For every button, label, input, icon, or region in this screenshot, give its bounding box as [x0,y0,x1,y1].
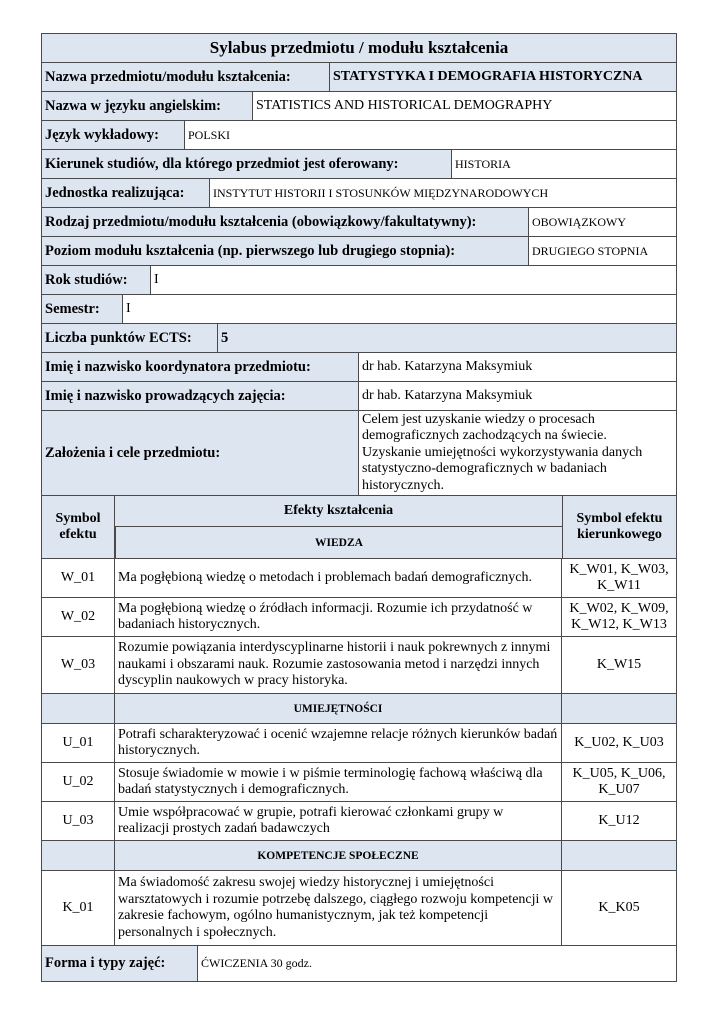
outcome-ref: K_W02, K_W09, K_W12, K_W13 [561,598,676,636]
row-semester [41,295,677,324]
row-goals-label: Założenia i cele przedmiotu: [42,411,358,495]
table-row [41,724,677,763]
table-row [41,871,677,946]
row-coordinator-value: dr hab. Katarzyna Maksymiuk [358,353,676,381]
row-field-label: Kierunek studiów, dla którego przedmiot jest oferowany: [42,150,451,178]
row-coordinator [41,353,677,382]
row-unit-label: Jednostka realizująca: [42,179,209,207]
col-effects-header: Efekty kształcenia [115,496,562,527]
row-goals [41,411,677,496]
section-spacer-left [42,694,114,723]
outcome-symbol: W_02 [60,609,96,624]
table-row [41,598,677,637]
row-field [41,150,677,179]
row-year [41,266,677,295]
title-row [41,33,677,63]
row-form-value: ĆWICZENIA 30 godz. [197,946,676,981]
row-teachers-label: Imię i nazwisko prowadzących zajęcia: [42,382,358,410]
outcome-text: Rozumie powiązania interdyscyplinarne historii i nauk pokrewnych z innymi naukami i obszarami nauk. Rozumie zastosowania metod i narzędzi innych dyscyplin naukowych w pracy historyka. [114,637,561,693]
table-row [41,637,677,694]
row-level-value: DRUGIEGO STOPNIA [528,237,676,265]
row-ects [41,324,677,353]
outcome-symbol: U_03 [62,813,94,828]
outcome-text: Ma świadomość zakresu swojej wiedzy historycznej i umiejętności warsztatowych i rozumie potrzebę dalszego, ciągłego rozwoju kompetencji w zakresie fachowym, ogólno humanistycznym, jak też kompetencji personalnych i społecznych. [114,871,561,945]
row-type-value: OBOWIĄZKOWY [528,208,676,236]
outcome-text: Stosuje świadomie w mowie i w piśmie terminologię fachową właściwą dla badań statystycznych i demograficznych. [114,763,561,801]
outcome-symbol: W_03 [60,657,96,672]
row-teachers [41,382,677,411]
row-form-label: Forma i typy zajęć: [42,946,197,981]
outcome-text: Potrafi scharakteryzować i ocenić wzajemne relacje różnych kierunków badań historycznych. [114,724,561,762]
section-row-umiejetnosci [41,694,677,724]
row-year-label: Rok studiów: [42,266,150,294]
outcome-text: Umie współpracować w grupie, potrafi kierować członkami grupy w realizacji prostych zadań badawczych [114,802,561,840]
row-teachers-value: dr hab. Katarzyna Maksymiuk [358,382,676,410]
row-name-pl-label: Nazwa przedmiotu/modułu kształcenia: [42,63,329,91]
row-level-label: Poziom modułu kształcenia (np. pierwszego lub drugiego stopnia): [42,237,528,265]
row-type [41,208,677,237]
row-coordinator-label: Imię i nazwisko koordynatora przedmiotu: [42,353,358,381]
outcome-ref: K_U12 [561,802,676,840]
table-row [41,802,677,841]
outcome-symbol: U_01 [62,735,94,750]
row-unit-value: INSTYTUT HISTORII I STOSUNKÓW MIĘDZYNARODOWYCH [209,179,676,207]
outcome-ref: K_W01, K_W03, K_W11 [561,559,676,597]
row-type-label: Rodzaj przedmiotu/modułu kształcenia (obowiązkowy/fakultatywny): [42,208,528,236]
row-ects-label: Liczba punktów ECTS: [42,324,217,352]
row-language-value: POLSKI [184,121,676,149]
row-year-value: I [150,266,676,294]
effects-header-group [114,496,562,558]
outcome-ref: K_U05, K_U06, K_U07 [561,763,676,801]
table-row [41,763,677,802]
section-spacer-right [561,841,676,870]
row-name-en-value: STATISTICS AND HISTORICAL DEMOGRAPHY [252,92,676,120]
section-row-kompetencje [41,841,677,871]
row-goals-value: Celem jest uzyskanie wiedzy o procesach demograficznych zachodzących na świecie. Uzyskanie umiejętności wykorzystywania danych statystyczno-demograficznych w badaniach historycznych. [358,411,676,495]
outcome-text: Ma pogłębioną wiedzę o źródłach informacji. Rozumie ich przydatność w badaniach historycznych. [114,598,561,636]
outcome-ref: K_W15 [561,637,676,693]
row-name-en [41,92,677,121]
row-name-en-label: Nazwa w języku angielskim: [42,92,252,120]
col-symbol-header: Symbol efektu [42,496,114,558]
document-title: Sylabus przedmiotu / modułu kształcenia [42,34,676,62]
section-heading-wiedza: WIEDZA [115,527,562,558]
row-language-label: Język wykładowy: [42,121,184,149]
outcome-symbol: K_01 [62,900,94,915]
row-ects-value: 5 [217,324,676,352]
table-row [41,559,677,598]
outcomes-header [41,496,677,559]
row-form [41,946,677,982]
row-unit [41,179,677,208]
outcome-symbol: W_01 [60,570,96,585]
section-spacer-left [42,841,114,870]
syllabus-document [41,33,677,982]
row-name-pl [41,63,677,92]
section-heading-umiejetnosci: UMIEJĘTNOŚCI [114,694,561,723]
row-semester-value: I [122,295,676,323]
col-direction-header: Symbol efektu kierunkowego [562,496,676,558]
section-spacer-right [561,694,676,723]
row-name-pl-value: STATYSTYKA I DEMOGRAFIA HISTORYCZNA [329,63,676,91]
row-semester-label: Semestr: [42,295,122,323]
outcome-text: Ma pogłębioną wiedzę o metodach i problemach badań demograficznych. [114,559,561,597]
outcome-symbol: U_02 [62,774,94,789]
row-field-value: HISTORIA [451,150,676,178]
outcome-ref: K_U02, K_U03 [561,724,676,762]
section-heading-kompetencje: KOMPETENCJE SPOŁECZNE [114,841,561,870]
outcome-ref: K_K05 [561,871,676,945]
row-level [41,237,677,266]
row-language [41,121,677,150]
